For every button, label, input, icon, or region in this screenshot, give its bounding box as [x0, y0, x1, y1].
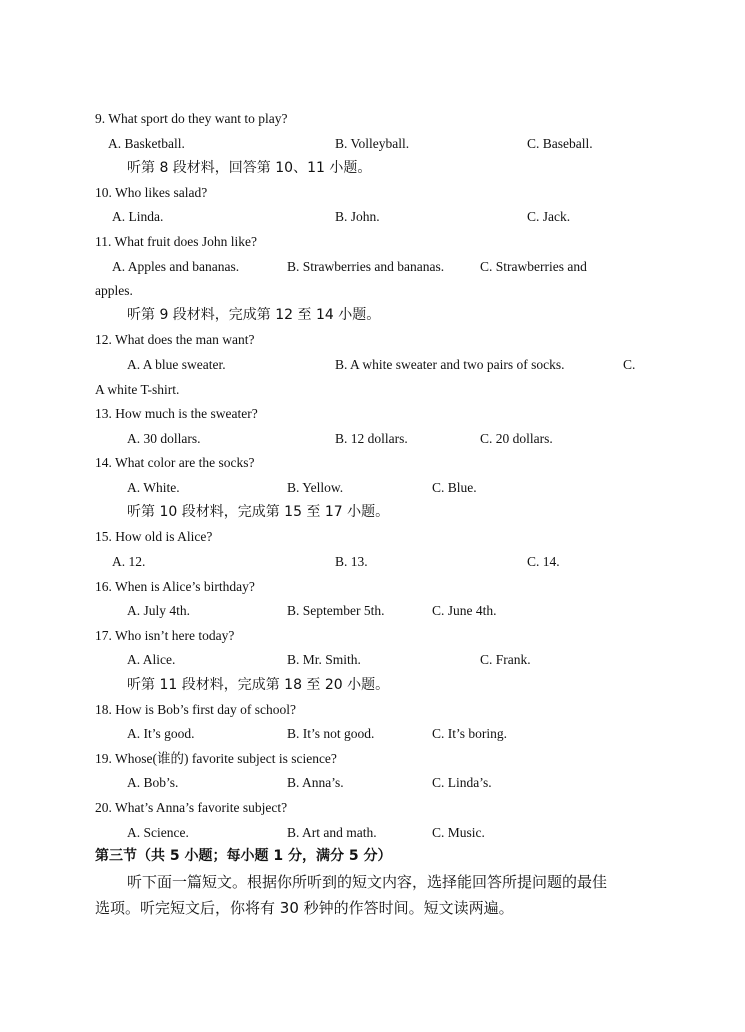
- option-c: C. Music.: [432, 825, 485, 840]
- section-instruction: 听第 9 段材料，完成第 12 至 14 小题。: [127, 307, 381, 323]
- option-c: C. Frank.: [480, 652, 531, 667]
- option-b: B. Volleyball.: [335, 136, 410, 151]
- option-c: C. Blue.: [432, 480, 477, 495]
- option-b: B. John.: [335, 209, 380, 224]
- question-stem: 17. Who isn’t here today?: [95, 628, 235, 643]
- option-b: B. 13.: [335, 554, 368, 569]
- option-c: C. Jack.: [527, 209, 571, 224]
- option-a: A. July 4th.: [127, 603, 191, 618]
- section-instruction-line2: 选项。听完短文后，你将有 30 秒钟的作答时间。短文读两遍。: [95, 899, 514, 917]
- question-stem: 11. What fruit does John like?: [95, 234, 257, 249]
- option-a: A. A blue sweater.: [127, 357, 226, 372]
- question-stem: 20. What’s Anna’s favorite subject?: [95, 800, 288, 815]
- section-instruction-line1: 听下面一篇短文。根据你所听到的短文内容，选择能回答所提问题的最佳: [127, 873, 608, 891]
- option-a: A. Apples and bananas.: [112, 259, 240, 274]
- question-stem: 12. What does the man want?: [95, 332, 255, 347]
- option-b: B. 12 dollars.: [335, 431, 408, 446]
- question-stem: 18. How is Bob’s first day of school?: [95, 702, 296, 717]
- question-stem: 13. How much is the sweater?: [95, 406, 258, 421]
- option-b: B. Art and math.: [287, 825, 377, 840]
- option-c-continued: apples.: [95, 283, 133, 298]
- question-stem: 9. What sport do they want to play?: [95, 111, 288, 126]
- option-b: B. A white sweater and two pairs of socks.: [335, 357, 565, 372]
- option-c: C. Baseball.: [527, 136, 593, 151]
- option-a: A. It’s good.: [127, 726, 195, 741]
- section-instruction: 听第 8 段材料，回答第 10、11 小题。: [127, 160, 372, 176]
- question-stem: 14. What color are the socks?: [95, 455, 255, 470]
- option-b: B. September 5th.: [287, 603, 385, 618]
- option-b: B. Mr. Smith.: [287, 652, 361, 667]
- option-c: C.: [623, 357, 636, 372]
- option-b: B. Anna’s.: [287, 775, 344, 790]
- option-a: A. 12.: [112, 554, 146, 569]
- option-b: B. Yellow.: [287, 480, 344, 495]
- option-a: A. Basketball.: [108, 136, 185, 151]
- option-a: A. 30 dollars.: [127, 431, 201, 446]
- option-b: B. It’s not good.: [287, 726, 375, 741]
- question-stem: 16. When is Alice’s birthday?: [95, 579, 255, 594]
- question-stem: 15. How old is Alice?: [95, 529, 213, 544]
- option-c-continued: A white T-shirt.: [95, 382, 180, 397]
- question-stem: 10. Who likes salad?: [95, 185, 208, 200]
- option-c: C. June 4th.: [432, 603, 497, 618]
- option-c: C. 14.: [527, 554, 560, 569]
- section-instruction: 听第 11 段材料，完成第 18 至 20 小题。: [127, 677, 390, 693]
- option-a: A. Linda.: [112, 209, 164, 224]
- option-a: A. Alice.: [127, 652, 176, 667]
- question-stem: 19. Whose(谁的) favorite subject is science?: [95, 751, 337, 766]
- option-c: C. It’s boring.: [432, 726, 508, 741]
- option-a: A. Bob’s.: [127, 775, 179, 790]
- section-instruction: 听第 10 段材料，完成第 15 至 17 小题。: [127, 504, 390, 520]
- option-a: A. White.: [127, 480, 180, 495]
- option-c: C. Strawberries and: [480, 259, 587, 274]
- section-heading: 第三节（共 5 小题；每小题 1 分，满分 5 分）: [95, 848, 392, 864]
- option-b: B. Strawberries and bananas.: [287, 259, 445, 274]
- option-a: A. Science.: [127, 825, 189, 840]
- option-c: C. Linda’s.: [432, 775, 492, 790]
- option-c: C. 20 dollars.: [480, 431, 553, 446]
